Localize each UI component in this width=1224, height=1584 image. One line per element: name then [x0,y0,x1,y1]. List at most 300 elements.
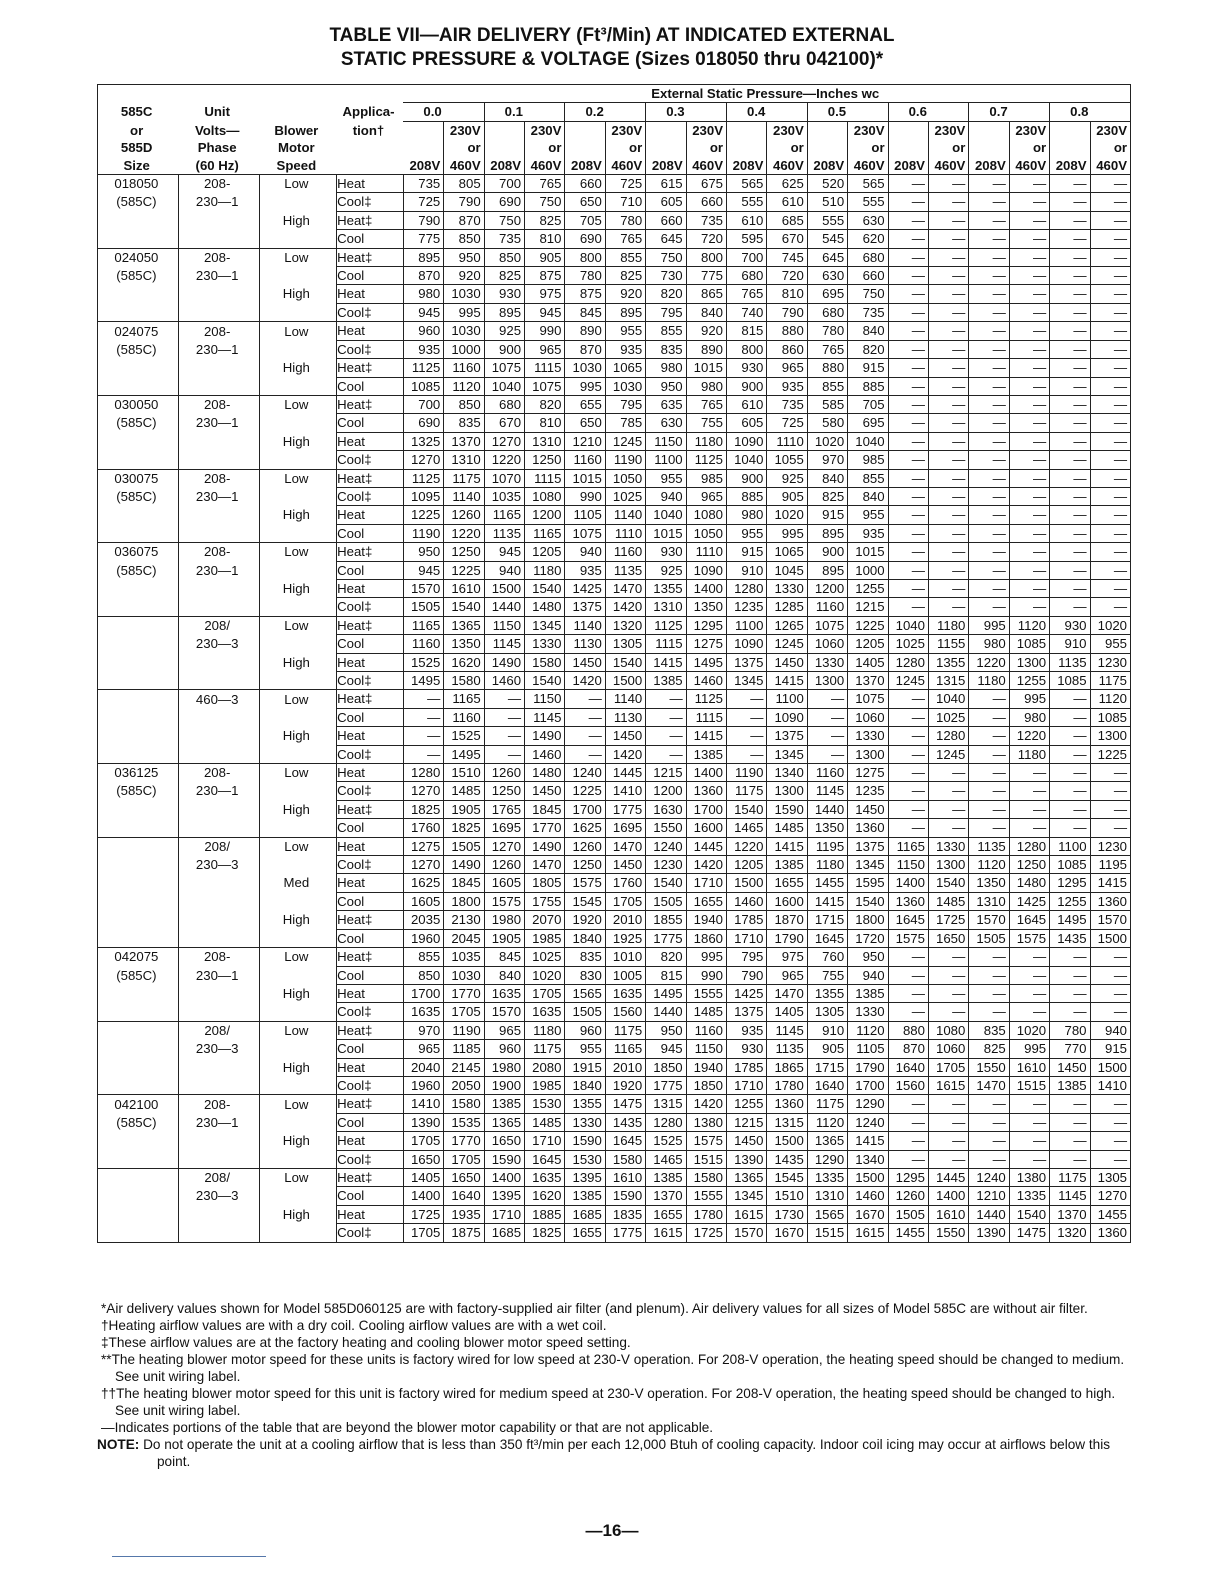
unit-size [98,1150,179,1168]
application: Cool [337,819,404,837]
airflow-value: 615 [646,175,686,193]
app-head-blank [337,139,404,156]
v230-head: 460V [1090,157,1130,175]
airflow-value: 1490 [444,856,484,874]
airflow-value: 1235 [727,598,767,616]
airflow-value: 585 [807,395,847,413]
airflow-value: — [1090,340,1130,358]
airflow-value: — [1050,764,1090,782]
airflow-value: 725 [605,175,645,193]
application: Cool‡ [337,1003,404,1021]
airflow-value: 645 [807,248,847,266]
airflow-value: 1410 [1090,1076,1130,1094]
airflow-value: 1635 [525,1168,565,1186]
application: Heat‡ [337,359,404,377]
airflow-value: 1225 [444,561,484,579]
airflow-value: 1120 [1009,616,1049,634]
table-row [98,451,1131,469]
airflow-value: 1285 [767,598,807,616]
airflow-value: 965 [484,1021,524,1039]
airflow-value: 1015 [686,359,726,377]
airflow-value: 1160 [605,543,645,561]
airflow-value: 1485 [686,1003,726,1021]
airflow-value: 1655 [646,1205,686,1223]
airflow-value: — [1050,414,1090,432]
airflow-value: 1385 [484,1095,524,1113]
airflow-value: 710 [605,193,645,211]
v230-head: or [605,139,645,156]
airflow-value: — [1009,598,1049,616]
airflow-value: 735 [403,175,443,193]
airflow-value: 725 [767,414,807,432]
airflow-value: 1240 [646,837,686,855]
airflow-value: 720 [767,267,807,285]
airflow-value: 775 [403,230,443,248]
unit-size [98,892,179,910]
unit-size [98,616,179,634]
airflow-value: — [1090,984,1130,1002]
unit-volts [178,598,259,616]
airflow-value: 1670 [848,1205,888,1223]
airflow-value: — [1050,1113,1090,1131]
application: Cool‡ [337,1224,404,1242]
table-row [98,966,1131,984]
table-row [98,469,1131,487]
unit-size [98,506,179,524]
airflow-value: 1375 [848,837,888,855]
airflow-value: — [969,690,1009,708]
airflow-value: 980 [646,359,686,377]
airflow-value: 1330 [848,727,888,745]
blower-speed [259,819,337,837]
table-row [98,635,1131,653]
airflow-value: 1250 [525,451,565,469]
airflow-value: 1290 [848,1095,888,1113]
airflow-value: 800 [686,248,726,266]
airflow-value: 1720 [848,929,888,947]
airflow-value: 1640 [444,1187,484,1205]
airflow-value: — [1050,745,1090,763]
application: Heat [337,1132,404,1150]
airflow-value: 1575 [484,892,524,910]
pressure-0.1: 0.1 [484,103,565,121]
table-row [98,929,1131,947]
airflow-value: 930 [727,359,767,377]
airflow-value: 1300 [848,745,888,763]
airflow-value: 740 [727,303,767,321]
airflow-value: — [1009,377,1049,395]
airflow-value: — [1050,1003,1090,1021]
unit-size [98,708,179,726]
airflow-value: 1015 [848,543,888,561]
header-row-3 [98,139,1131,156]
airflow-value: 1225 [565,782,605,800]
airflow-value: 1160 [807,598,847,616]
airflow-value: 1485 [444,782,484,800]
airflow-value: 840 [686,303,726,321]
airflow-value: 925 [646,561,686,579]
airflow-value: 1610 [605,1168,645,1186]
airflow-value: — [928,800,968,818]
table-row [98,487,1131,505]
airflow-value: — [1090,764,1130,782]
unit-size [98,359,179,377]
airflow-value: — [1050,211,1090,229]
airflow-value: 1425 [565,579,605,597]
airflow-value: — [1090,598,1130,616]
airflow-value: — [1009,948,1049,966]
v208-head-blank [727,121,767,139]
airflow-value: 1315 [646,1095,686,1113]
airflow-value: — [888,984,928,1002]
airflow-value: 1200 [525,506,565,524]
v208-head-blank [727,139,767,156]
airflow-value: — [888,267,928,285]
unit-volts: 208- [178,175,259,193]
airflow-value: 1370 [848,672,888,690]
airflow-value: 790 [727,966,767,984]
airflow-value: 820 [646,948,686,966]
airflow-value: 1075 [848,690,888,708]
airflow-value: 1650 [484,1132,524,1150]
blower-speed: Low [259,469,337,487]
airflow-value: 835 [646,340,686,358]
airflow-value: 1710 [525,1132,565,1150]
airflow-value: 1145 [1050,1187,1090,1205]
airflow-value: 1685 [484,1224,524,1242]
unit-volts [178,377,259,395]
airflow-value: 1885 [525,1205,565,1223]
airflow-value: — [888,1113,928,1131]
airflow-value: 630 [848,211,888,229]
airflow-value: 820 [848,340,888,358]
unit-size [98,230,179,248]
airflow-value: — [969,340,1009,358]
airflow-value: 795 [605,395,645,413]
airflow-value: 760 [807,948,847,966]
airflow-value: 1645 [525,1150,565,1168]
v230-head: 460V [928,157,968,175]
unit-volts: 230—3 [178,856,259,874]
table-title [0,24,1224,72]
v208-head-blank [888,121,928,139]
airflow-value: 545 [807,230,847,248]
airflow-value: 1470 [525,856,565,874]
table-row [98,414,1131,432]
airflow-value: 1175 [727,782,767,800]
airflow-value: 1655 [565,1224,605,1242]
airflow-value: 985 [848,451,888,469]
airflow-value: 1145 [525,708,565,726]
airflow-value: 1110 [686,543,726,561]
airflow-value: 1790 [848,1058,888,1076]
airflow-value: 2010 [605,1058,645,1076]
airflow-value: 850 [444,395,484,413]
airflow-value: — [1050,469,1090,487]
airflow-value: 1275 [686,635,726,653]
airflow-value: — [646,708,686,726]
airflow-value: 850 [484,248,524,266]
header-row-pressures [98,103,1131,121]
airflow-value: 1650 [403,1150,443,1168]
airflow-value: — [1090,1003,1130,1021]
airflow-value: 850 [444,230,484,248]
airflow-value: 1440 [646,1003,686,1021]
airflow-value: 630 [807,267,847,285]
application: Heat [337,432,404,450]
airflow-value: 1100 [727,616,767,634]
airflow-value: 855 [646,322,686,340]
airflow-value: 825 [605,267,645,285]
airflow-value: 1175 [1090,672,1130,690]
airflow-value: 930 [1050,616,1090,634]
unit-size [98,672,179,690]
airflow-value: — [928,524,968,542]
airflow-value: — [1090,1150,1130,1168]
airflow-value: 1335 [1009,1187,1049,1205]
unit-size: 030075 [98,469,179,487]
pressure-0.7: 0.7 [969,103,1050,121]
unit-volts: 230—1 [178,561,259,579]
airflow-value: — [888,303,928,321]
airflow-value: 815 [727,322,767,340]
airflow-value: 1455 [807,874,847,892]
airflow-value: — [969,322,1009,340]
airflow-value: 1755 [525,892,565,910]
airflow-value: 1920 [565,911,605,929]
airflow-value: — [1090,248,1130,266]
blower-speed: High [259,285,337,303]
airflow-value: 1400 [686,764,726,782]
airflow-value: 1330 [928,837,968,855]
airflow-value: 1330 [807,653,847,671]
airflow-value: 1655 [767,874,807,892]
airflow-value: 1565 [807,1205,847,1223]
airflow-value: — [1050,966,1090,984]
airflow-value: 1510 [444,764,484,782]
unit-volts: 230—1 [178,487,259,505]
v208-head-blank [1050,139,1090,156]
unit-volts [178,672,259,690]
airflow-value: — [1009,303,1049,321]
airflow-value: 1350 [444,635,484,653]
airflow-value: 1140 [565,616,605,634]
airflow-value: — [1050,948,1090,966]
v230-head: 460V [525,157,565,175]
airflow-value: 1515 [807,1224,847,1242]
airflow-value: 1475 [605,1095,645,1113]
airflow-value: 770 [1050,1040,1090,1058]
application: Heat [337,579,404,597]
airflow-value: 1270 [403,856,443,874]
table-row [98,1040,1131,1058]
airflow-value: 1300 [767,782,807,800]
blower-speed [259,1113,337,1131]
airflow-value: — [969,543,1009,561]
airflow-value: — [1009,175,1049,193]
airflow-value: 905 [767,487,807,505]
size-head-2: 585D [120,140,153,156]
application: Heat‡ [337,1095,404,1113]
airflow-value: 1315 [928,672,968,690]
airflow-value: 1295 [1050,874,1090,892]
airflow-value: 1705 [403,1132,443,1150]
airflow-value: 1900 [484,1076,524,1094]
airflow-value: 680 [484,395,524,413]
airflow-value: 1875 [444,1224,484,1242]
airflow-value: 930 [727,1040,767,1058]
airflow-value: 825 [525,211,565,229]
airflow-value: 1485 [525,1113,565,1131]
airflow-value: — [1090,395,1130,413]
v208-head: 208V [646,157,686,175]
airflow-value: 765 [686,395,726,413]
unit-size: (585C) [98,782,179,800]
airflow-value: 1060 [848,708,888,726]
airflow-value: — [1050,451,1090,469]
airflow-value: 1365 [444,616,484,634]
table-row [98,690,1131,708]
airflow-value: 1300 [807,672,847,690]
airflow-value: 1325 [403,432,443,450]
airflow-value: 655 [565,395,605,413]
airflow-value: 1050 [686,524,726,542]
unit-volts: 230—1 [178,1113,259,1131]
footnote-double-asterisk: **The heating blower motor speed for these units is factory wired for low speed at 230-V operation. For 208-V operation, the heating speed should be changed to medium. See unit wiring label. [101,1352,1125,1384]
airflow-value: 1225 [403,506,443,524]
unit-size: 018050 [98,175,179,193]
airflow-value: 900 [727,469,767,487]
airflow-value: 1575 [1009,929,1049,947]
airflow-value: 1315 [767,1113,807,1131]
airflow-value: 1540 [525,672,565,690]
airflow-value: 1165 [484,506,524,524]
airflow-value: 980 [403,285,443,303]
airflow-value: 1790 [767,929,807,947]
airflow-value: 1495 [646,984,686,1002]
v230-head: or [1009,139,1049,156]
airflow-value: 1080 [525,487,565,505]
airflow-value: 810 [525,414,565,432]
airflow-value: — [1050,248,1090,266]
blower-speed [259,340,337,358]
airflow-value: 1420 [686,1095,726,1113]
airflow-value: — [969,230,1009,248]
airflow-value: 1010 [605,948,645,966]
airflow-value: 735 [484,230,524,248]
airflow-value: — [888,764,928,782]
airflow-value: — [1050,432,1090,450]
application: Heat‡ [337,543,404,561]
airflow-value: 860 [767,340,807,358]
airflow-value: 1655 [686,892,726,910]
airflow-value: — [969,248,1009,266]
airflow-value: 1590 [484,1150,524,1168]
blower-speed: High [259,727,337,745]
title-line-1: TABLE VII—AIR DELIVERY (Ft³/Min) AT INDICATED EXTERNAL [329,25,895,46]
airflow-value: 995 [444,303,484,321]
airflow-value: 1650 [928,929,968,947]
airflow-value: 1360 [888,892,928,910]
airflow-value: 1540 [444,598,484,616]
airflow-value: 610 [767,193,807,211]
unit-size [98,1003,179,1021]
airflow-value: 970 [403,1021,443,1039]
table-row [98,340,1131,358]
volts-head-1: Volts— [194,122,240,138]
airflow-value: — [888,340,928,358]
airflow-value: 1725 [928,911,968,929]
airflow-value: 945 [525,303,565,321]
airflow-value: 1545 [565,892,605,910]
airflow-value: — [969,782,1009,800]
footnote-double-dagger: ‡These airflow values are at the factory heating and cooling blower motor speed setting. [101,1335,631,1350]
v208-head-blank [1050,121,1090,139]
airflow-value: 1925 [605,929,645,947]
airflow-value: — [928,469,968,487]
v230-head: 230V [1090,121,1130,139]
unit-volts: 208- [178,764,259,782]
airflow-value: 855 [605,248,645,266]
application: Heat‡ [337,911,404,929]
airflow-value: 870 [888,1040,928,1058]
unit-size [98,837,179,855]
application: Cool [337,635,404,653]
airflow-value: 1100 [646,451,686,469]
airflow-value: 1125 [403,469,443,487]
airflow-value: 795 [646,303,686,321]
table-row [98,432,1131,450]
blower-speed: Low [259,1168,337,1186]
application: Cool [337,1113,404,1131]
airflow-value: 1500 [484,579,524,597]
airflow-value: 1000 [444,340,484,358]
airflow-value: 1370 [1050,1205,1090,1223]
airflow-value: 1550 [646,819,686,837]
airflow-value: 1345 [727,1187,767,1205]
airflow-value: 1130 [565,635,605,653]
airflow-value: — [888,948,928,966]
airflow-value: 1525 [444,727,484,745]
airflow-value: — [1050,303,1090,321]
unit-volts: 208/ [178,616,259,634]
airflow-value: 645 [646,230,686,248]
airflow-value: 1850 [646,1058,686,1076]
table-row [98,1132,1131,1150]
application: Heat‡ [337,948,404,966]
airflow-value: 1460 [686,672,726,690]
airflow-value: — [807,708,847,726]
airflow-value: 1330 [848,1003,888,1021]
v230-head: or [848,139,888,156]
airflow-value: 765 [605,230,645,248]
airflow-value: — [1009,1150,1049,1168]
airflow-value: — [969,727,1009,745]
airflow-value: 835 [444,414,484,432]
airflow-value: — [1009,340,1049,358]
airflow-value: 1165 [605,1040,645,1058]
airflow-value: 660 [686,193,726,211]
airflow-value: — [969,451,1009,469]
unit-volts [178,359,259,377]
table-row [98,359,1131,377]
application: Cool‡ [337,745,404,763]
airflow-value: — [403,745,443,763]
airflow-value: 840 [807,469,847,487]
airflow-value: — [888,414,928,432]
airflow-value: — [928,1150,968,1168]
airflow-value: 1405 [848,653,888,671]
